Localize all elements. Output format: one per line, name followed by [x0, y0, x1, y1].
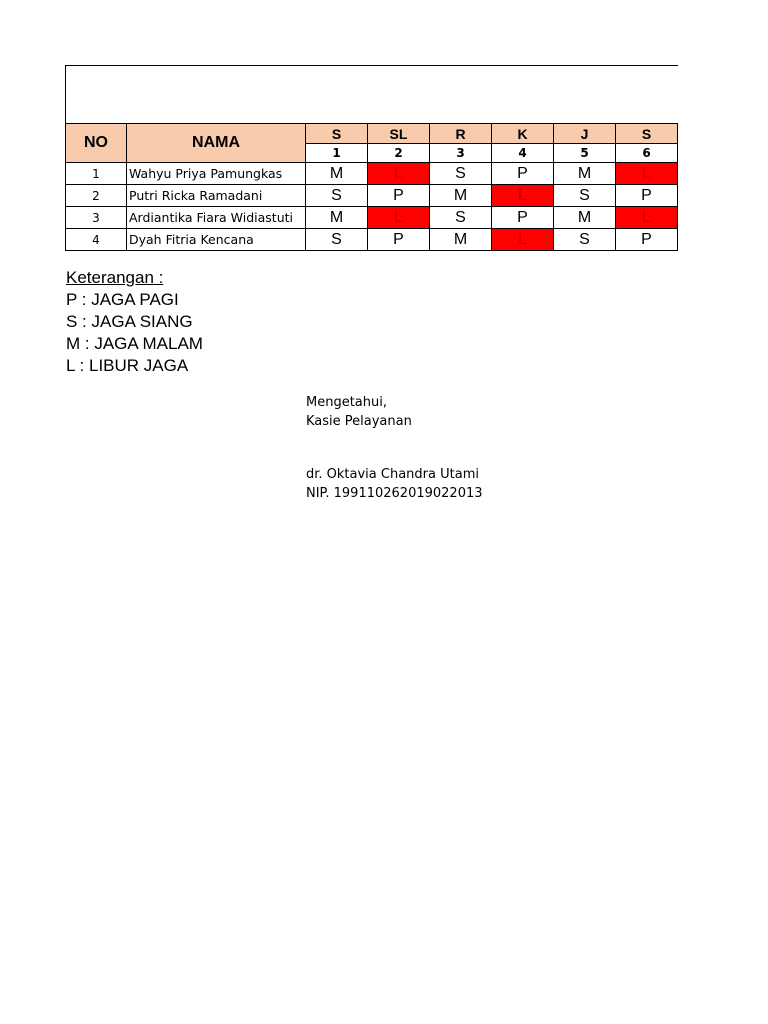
legend-item: S : JAGA SIANG — [66, 312, 193, 331]
header-row-days — [66, 124, 678, 144]
shift-cell: S — [554, 185, 616, 207]
table-row — [66, 185, 678, 207]
shift-cell-off: L — [492, 185, 554, 207]
shift-cell: M — [554, 207, 616, 229]
shift-cell: S — [430, 207, 492, 229]
legend-item: L : LIBUR JAGA — [66, 356, 189, 375]
shift-cell: P — [368, 185, 430, 207]
shift-cell: S — [430, 163, 492, 185]
legend-title: Keterangan : — [66, 268, 164, 287]
header-date: 4 — [492, 144, 554, 163]
header-day: SL — [368, 124, 430, 144]
legend-item: P : JAGA PAGI — [66, 290, 179, 309]
shift-cell: P — [368, 229, 430, 251]
shift-cell: P — [616, 185, 678, 207]
header-day: K — [492, 124, 554, 144]
legend-item: M : JAGA MALAM — [66, 334, 203, 353]
header-date: 2 — [368, 144, 430, 163]
shift-cell: S — [306, 229, 368, 251]
shift-cell: S — [554, 229, 616, 251]
schedule-table — [65, 123, 678, 251]
table-row — [66, 163, 678, 185]
signature-block — [306, 465, 483, 503]
header-nama: NAMA — [127, 124, 306, 163]
shift-cell: M — [430, 229, 492, 251]
header-day: S — [306, 124, 368, 144]
row-number: 3 — [66, 207, 127, 229]
header-date: 6 — [616, 144, 678, 163]
row-number: 1 — [66, 163, 127, 185]
signer-nip: NIP. 199110262019022013 — [306, 486, 483, 501]
shift-cell-off: L — [616, 207, 678, 229]
header-day: J — [554, 124, 616, 144]
header-date: 1 — [306, 144, 368, 163]
header-day: S — [616, 124, 678, 144]
signer-name: dr. Oktavia Chandra Utami — [306, 467, 479, 482]
shift-cell: M — [306, 207, 368, 229]
acknowledged-label: Mengetahui, — [306, 395, 387, 410]
header-date: 3 — [430, 144, 492, 163]
staff-name: Wahyu Priya Pamungkas — [127, 163, 306, 185]
row-number: 4 — [66, 229, 127, 251]
shift-cell-off: L — [492, 229, 554, 251]
header-day: R — [430, 124, 492, 144]
shift-cell: S — [306, 185, 368, 207]
shift-cell-off: L — [368, 207, 430, 229]
shift-cell: M — [430, 185, 492, 207]
header-no: NO — [66, 124, 127, 163]
shift-cell: M — [306, 163, 368, 185]
shift-cell-off: L — [368, 163, 430, 185]
table-row — [66, 229, 678, 251]
staff-name: Dyah Fitria Kencana — [127, 229, 306, 251]
position-label: Kasie Pelayanan — [306, 414, 412, 429]
table-row — [66, 207, 678, 229]
shift-cell: M — [554, 163, 616, 185]
row-number: 2 — [66, 185, 127, 207]
header-date: 5 — [554, 144, 616, 163]
shift-cell: P — [492, 207, 554, 229]
title-area — [65, 65, 678, 124]
signature-header — [306, 393, 412, 431]
staff-name: Putri Ricka Ramadani — [127, 185, 306, 207]
shift-cell-off: L — [616, 163, 678, 185]
legend — [66, 267, 203, 377]
shift-cell: P — [492, 163, 554, 185]
shift-cell: P — [616, 229, 678, 251]
staff-name: Ardiantika Fiara Widiastuti — [127, 207, 306, 229]
